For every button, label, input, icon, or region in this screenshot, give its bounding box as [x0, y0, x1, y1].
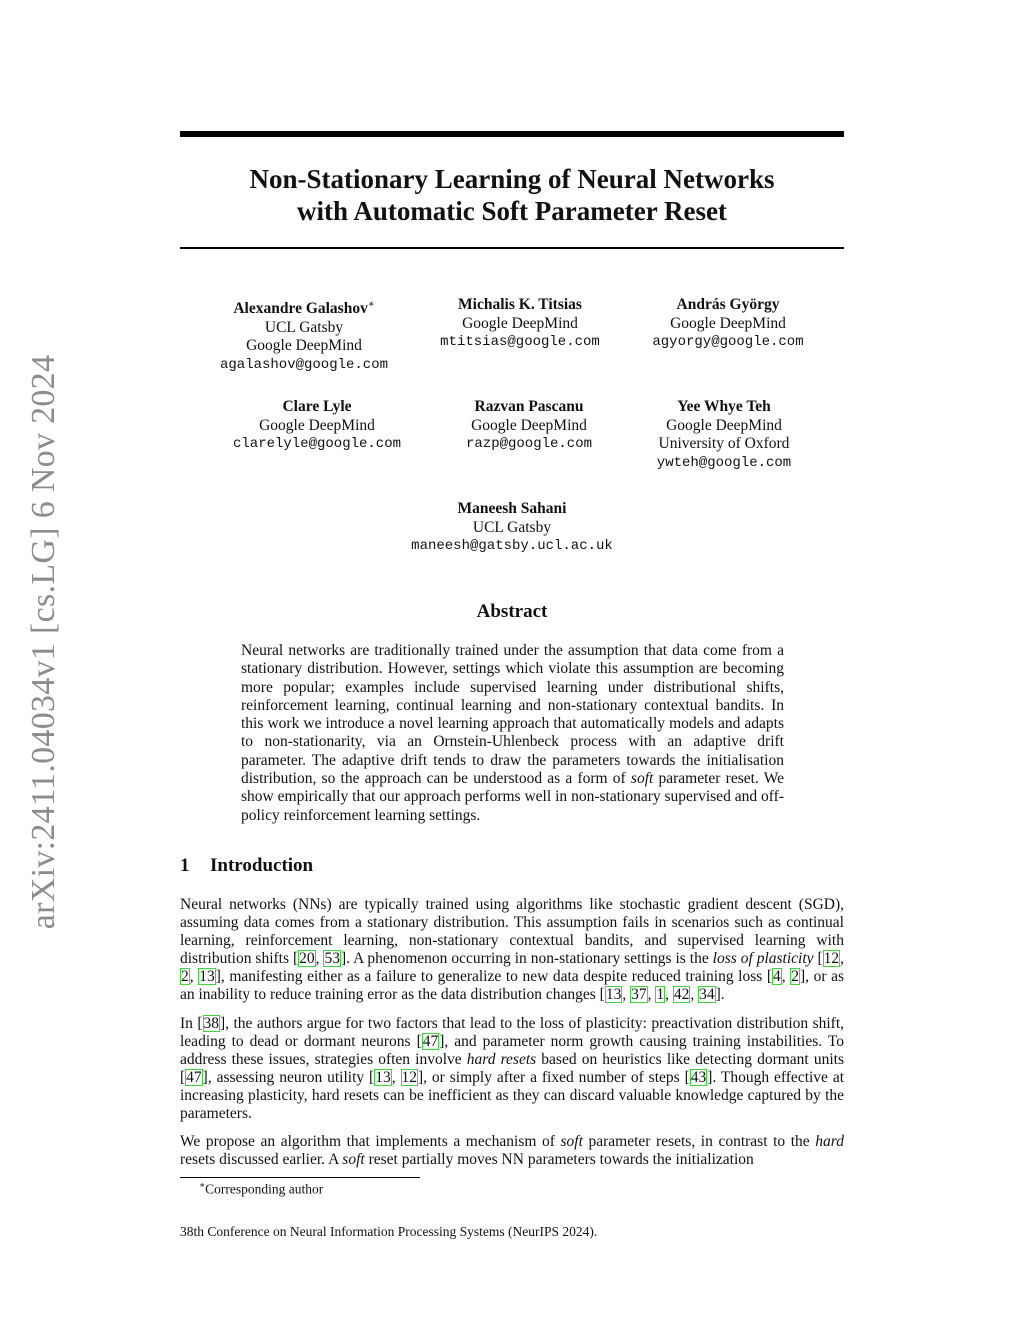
citation-link[interactable]: 20 [299, 950, 315, 968]
author-affiliation: UCL Gatsby [264, 318, 344, 336]
citation-link[interactable]: 13 [199, 968, 215, 986]
citation-link[interactable]: 4 [773, 968, 781, 986]
author-affiliation: Google DeepMind [259, 416, 375, 434]
author-affiliation: Google DeepMind [462, 314, 578, 332]
abstract-body: Neural networks are traditionally trained under the assumption that data come from a stationary distribution. However, settings which violate this assumption are becoming more popular; examples include supervised learning under distributional shifts, reinforcement learning, continual learning and non-stationary contextual bandits. In this work we introduce a novel learning approach that automatically models and adapts to non-stationarity, via an Ornstein-Uhlenbeck process with an adaptive drift parameter. The adaptive drift tends to draw the parameters towards the initialisation distribution, so the approach can be understood as a form of soft parameter reset. We show empirically that our approach performs well in non-stationary supervised and off-policy reinforcement learning settings. [241, 642, 784, 824]
author-email: razp@google.com [465, 436, 593, 452]
citation-link[interactable]: 42 [673, 986, 690, 1004]
intro-paragraph-2: In [38], the authors argue for two factors that lead to the loss of plasticity: preactivation distribution shift, leading to dead or dormant neurons [47], and parameter norm growth causing training instabilities. To address these issues, strategies often involve hard resets based on heuristics like detecting dormant units [47], assessing neuron utility [13, 12], or simply after a fixed number of steps [43]. Though effective at increasing plasticity, hard resets can be inefficient as they can discard valuable knowledge captured by the parameters. [180, 1015, 845, 1123]
author-block [220, 296, 388, 374]
author-affiliation: Google DeepMind [666, 416, 782, 434]
author-block [440, 296, 600, 352]
footnote-rule [180, 1177, 420, 1178]
citation-link[interactable]: 47 [422, 1033, 439, 1051]
author-email: ywteh@google.com [656, 454, 792, 471]
author-block [657, 398, 791, 472]
arxiv-stamp: arXiv:2411.04034v1 [cs.LG] 6 Nov 2024 [25, 354, 62, 930]
venue-note: 38th Conference on Neural Information Processing Systems (NeurIPS 2024). [180, 1224, 598, 1239]
title-rule-top [180, 131, 844, 137]
citation-link[interactable]: 12 [823, 950, 840, 968]
author-affiliation: Google DeepMind [246, 337, 362, 355]
author-affiliation: Google DeepMind [670, 314, 786, 332]
citation-link[interactable]: 43 [690, 1069, 707, 1087]
author-name: Michalis K. Titsias [458, 296, 582, 313]
author-block [652, 296, 803, 352]
abstract-heading: Abstract [476, 601, 548, 622]
citation-link[interactable]: 53 [324, 950, 340, 968]
author-name: András György [676, 296, 780, 313]
footnote-text: Corresponding author [205, 1181, 324, 1197]
citation-link[interactable]: 1 [656, 986, 665, 1004]
title-rule-bottom [180, 247, 844, 249]
section-title: Introduction [210, 855, 314, 876]
author-block [466, 398, 592, 454]
citation-link[interactable]: 13 [605, 986, 622, 1004]
footnote-mark: ∗ [199, 1180, 206, 1190]
paper-title [180, 163, 844, 227]
author-name: Yee Whye Teh [677, 398, 771, 415]
title-line-2: with Automatic Soft Parameter Reset [297, 196, 727, 226]
author-email: mtitsias@google.com [440, 334, 600, 350]
citation-link[interactable]: 2 [791, 968, 799, 986]
author-block [233, 398, 401, 454]
author-name: Clare Lyle [282, 398, 352, 415]
citation-link[interactable]: 34 [699, 986, 715, 1004]
author-name: Maneesh Sahani [457, 500, 567, 517]
author-block [411, 500, 613, 556]
citation-link[interactable]: 47 [186, 1069, 202, 1087]
author-affiliation: UCL Gatsby [472, 518, 552, 536]
intro-paragraph-1: Neural networks (NNs) are typically trained using algorithms like stochastic gradient descent (SGD), assuming data comes from a stationary distribution. This assumption fails in scenarios such as continual learning, reinforcement learning, non-stationary contextual bandits, and supervised learning with distribution shifts [20, 53]. A phenomenon occurring in non-stationary settings is the loss of plasticity [12, 2, 13], manifesting either as a failure to generalize to new data despite reduced training loss [4, 2], or as an inability to reduce training error as the data distribution changes [13, 37, 1, 42, 34]. [180, 896, 845, 1004]
footnote-mark: ∗ [367, 299, 375, 310]
author-email: clarelyle@google.com [232, 436, 402, 452]
author-email: maneesh@gatsby.ucl.ac.uk [411, 538, 613, 554]
citation-link[interactable]: 38 [203, 1015, 219, 1032]
section-heading [180, 855, 313, 877]
title-line-1: Non-Stationary Learning of Neural Networks [249, 164, 775, 194]
citation-link[interactable]: 13 [375, 1069, 391, 1087]
author-email: agalashov@google.com [219, 356, 389, 373]
author-affiliation: University of Oxford [658, 435, 790, 452]
citation-link[interactable]: 37 [631, 986, 647, 1004]
author-name: Razvan Pascanu [474, 398, 584, 415]
citation-link[interactable]: 2 [181, 968, 189, 986]
section-number: 1 [180, 855, 190, 876]
author-name: Alexandre Galashov [233, 300, 368, 318]
author-affiliation: Google DeepMind [471, 416, 587, 434]
footnote [199, 1180, 323, 1198]
intro-paragraph-3: We propose an algorithm that implements a mechanism of soft parameter resets, in contrast to the hard resets discussed earlier. A soft reset partially moves NN parameters towards the initialization [180, 1133, 844, 1169]
author-email: agyorgy@google.com [652, 334, 804, 350]
citation-link[interactable]: 12 [401, 1069, 417, 1087]
